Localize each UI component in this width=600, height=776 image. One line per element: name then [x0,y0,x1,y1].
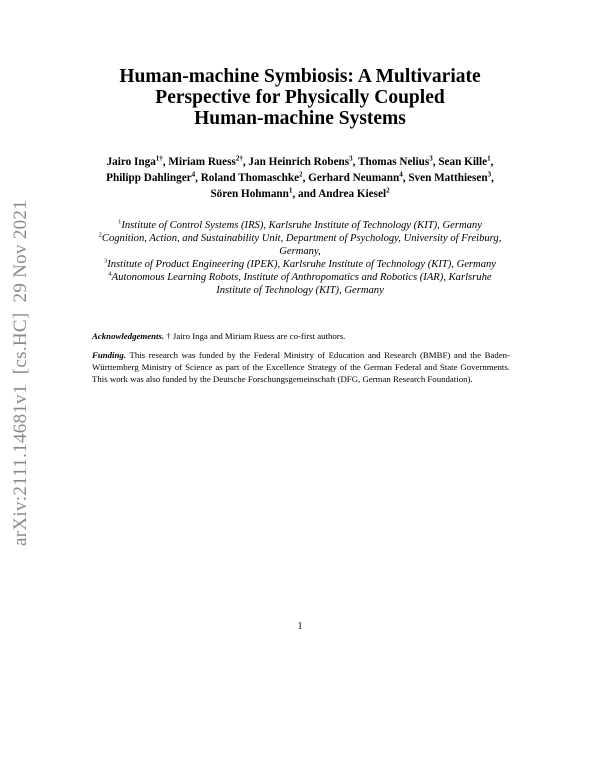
author [201,172,303,184]
author-name: Sean Kille [438,156,488,168]
title-line-1: Human-machine Symbiosis: A Multivariate [119,66,481,87]
author-name: Roland Thomaschke [200,172,300,184]
author-affiliation-mark: 3 [349,154,353,163]
author [107,156,163,168]
author [210,188,292,200]
author-name: Miriam Ruess [168,156,236,168]
author [318,188,389,200]
affiliation [92,258,508,271]
author-affiliation-mark: 1 [487,154,491,163]
affiliation [92,219,508,232]
author-affiliation-mark: 1† [155,154,163,163]
funding-text: This research was funded by the Federal Ministry of Education and Research (BMBF) and the Baden-Württemberg Ministry of Science as part of the Excellence Strategy of the German Federal and State Governments. This work was also funded by the Deutsche Forschungsgemeinschaft (DFG, German Research Foundation). [92,350,510,384]
paper-title [60,66,540,129]
title-line-3: Human-machine Systems [194,108,406,129]
affiliation-list [92,219,508,297]
funding-paragraph [92,349,510,385]
author-affiliation-mark: 1 [288,186,293,195]
acknowledgements-text: † Jairo Inga and Miriam Ruess are co-first authors. [164,331,346,341]
author-affiliation-mark: 2† [235,154,243,163]
author-name: Gerhard Neumann [308,172,400,184]
author-separator: , [490,156,494,168]
author [358,156,433,168]
author-separator-and: , and [292,188,319,200]
funding-label: Funding. [92,350,126,360]
author-name: Sören Hohmann [210,188,289,200]
author-name: Philipp Dahlinger [106,172,192,184]
page-number: 1 [297,621,303,632]
affiliation-text: Institute of Control Systems (IRS), Karlsruhe Institute of Technology (KIT), Germany [121,220,482,231]
acknowledgements-label: Acknowledgements. [92,331,165,341]
author-name: Jairo Inga [106,156,156,168]
arxiv-id: arXiv:2111.14681v1 [10,384,31,546]
affiliation [92,271,508,297]
author [308,172,403,184]
author-separator: , [491,172,494,184]
affiliation [92,232,508,258]
affiliation-mark: 2 [98,231,102,239]
arxiv-stamp [10,190,32,546]
author-separator: , [195,172,201,184]
author-affiliation-mark: 4 [399,170,403,179]
author-affiliation-mark: 3 [429,154,433,163]
author [106,172,195,184]
author-affiliation-mark: 4 [191,170,196,179]
author-separator: , [352,156,359,168]
acknowledgements-paragraph [92,330,512,342]
affiliation-mark: 4 [108,270,112,278]
author-list [95,154,505,202]
author [408,172,491,184]
author-separator: , [432,156,439,168]
arxiv-date: 29 Nov 2021 [10,199,31,303]
affiliation-text: Institute of Product Engineering (IPEK), Karlsruhe Institute of Technology (KIT), Germany [107,259,497,270]
arxiv-category: [cs.HC] [10,312,31,375]
affiliation-mark: 1 [118,218,122,226]
author-name: Andrea Kiesel [318,188,387,200]
author [248,156,352,168]
author-separator: , [242,156,249,168]
author-affiliation-mark: 2 [299,170,303,179]
author-name: Jan Heinrich Robens [248,156,350,168]
affiliation-mark: 3 [103,257,108,265]
author-name: Thomas Nelius [358,156,430,168]
author-separator: , [302,172,309,184]
author-name: Sven Matthiesen [408,172,488,184]
affiliation-text: Autonomous Learning Robots, Institute of Anthropomatics and Robotics (IAR), Karlsruhe Institute of Technology (KIT), Germany [111,272,492,296]
author-affiliation-mark: 2 [386,186,390,195]
affiliation-text: Cognition, Action, and Sustainability Unit, Department of Psychology, University of Freiburg, Germany, [101,233,502,257]
author [438,156,490,168]
author-separator: , [402,172,409,184]
title-line-2: Perspective for Physically Coupled [155,87,445,108]
author [168,156,242,168]
author-affiliation-mark: 3 [487,170,492,179]
author-separator: , [162,156,169,168]
